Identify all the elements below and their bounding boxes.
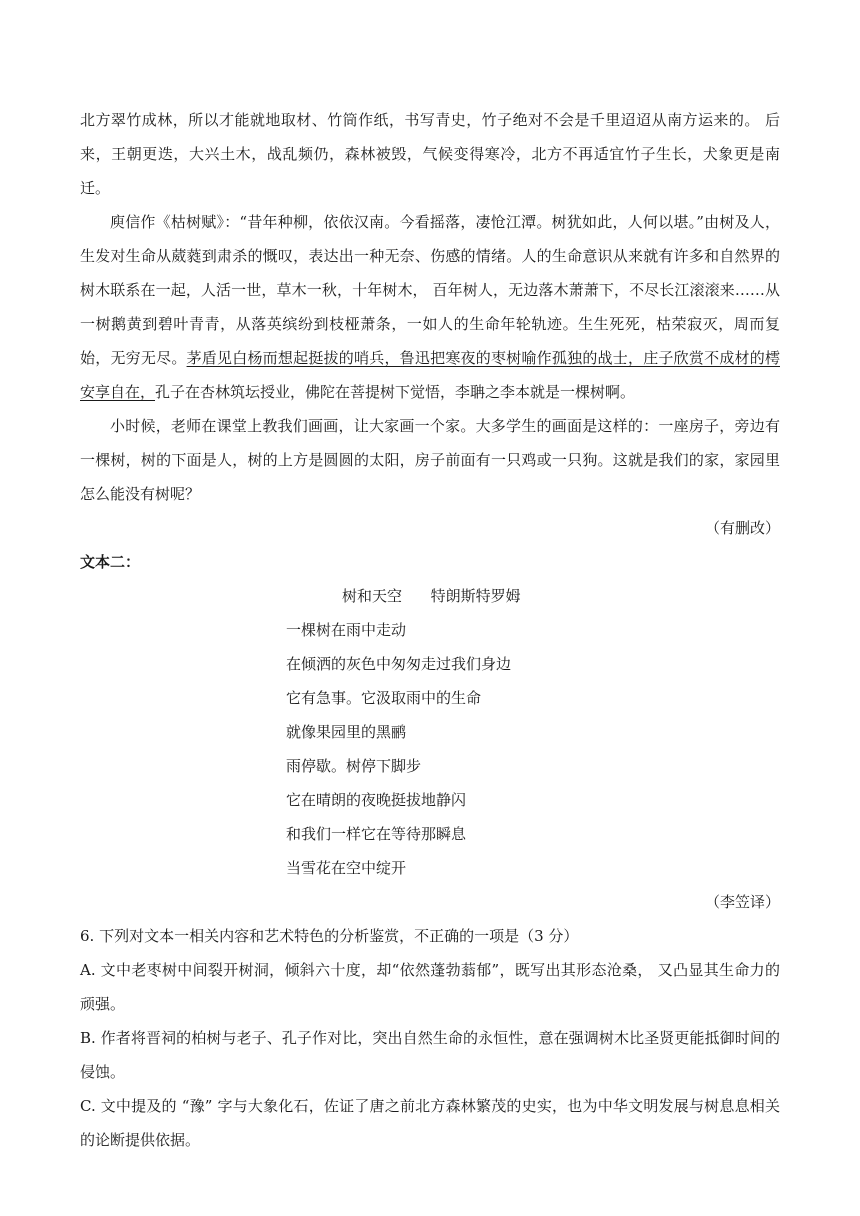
poem-line: 雨停歇。树停下脚步 (286, 757, 422, 775)
option-a: A. 文中老枣树中间裂开树洞，倾斜六十度，却“依然蓬勃蓊郁”，既写出其形态沧桑， 又凸显其生命力的顽强。 (80, 961, 780, 1013)
poem-title: 树和天空 (342, 587, 403, 605)
poem-line: 和我们一样它在等待那瞬息 (286, 825, 467, 843)
document-page (80, 103, 780, 1157)
paragraph-north-bamboo: 北方翠竹成林，所以才能就地取材、竹筒作纸，书写青史，竹子绝对不会是千里迢迢从南方运来的。 后来，王朝更迭，大兴土木，战乱频仍，森林被毁，气候变得寒冷，北方不再适宜竹子生长，犬象更是南迁。 (80, 111, 780, 197)
paragraph-kushu-fu-text: 庾信作《枯树赋》：“昔年种柳，依依汉南。今看摇落，凄怆江潭。树犹如此，人何以堪。”由树及人，生发对生命从葳蕤到肃杀的慨叹，表达出一种无奈、伤感的情绪。人的生命意识从来就有许多和自然界的树木联系在一起，人活一世，草木一秋，十年树木， 百年树人，无边落木萧萧下，不尽长江滚滚来……从一树鹅黄到碧叶青青，从落英缤纷到枝桠萧条，一如人的生命年轮轨迹。生生死死，枯荣寂灭，周而复始，无穷无尽。 (80, 213, 780, 367)
paragraph-kushu-fu-tail: 孔子在杏林筑坛授业，佛陀在菩提树下觉悟，李聃之李本就是一棵树啊。 (155, 383, 636, 401)
translator-note: （李笠译） (704, 893, 780, 911)
poem-line: 一棵树在雨中走动 (286, 621, 407, 639)
poem-line: 当雪花在空中绽开 (286, 859, 407, 877)
poem-line: 就像果园里的黑鹂 (286, 723, 407, 741)
paragraph-childhood-drawing: 小时候，老师在课堂上教我们画画，让大家画一个家。大多学生的画面是这样的：一座房子，旁边有一棵树，树的下面是人，树的上方是圆圆的太阳，房子前面有一只鸡或一只狗。这就是我们的家，家园里怎么能没有树呢？ (80, 417, 780, 503)
paragraph-kushu-fu (80, 205, 780, 409)
poem-line: 它在晴朗的夜晚挺拔地静闪 (286, 791, 467, 809)
option-c: C. 文中提及的 “豫” 字与大象化石，佐证了唐之前北方森林繁茂的史实，也为中华文明发展与树息息相关的论断提供依据。 (80, 1097, 780, 1149)
poem-author: 特朗斯特罗姆 (430, 587, 521, 605)
poem-line: 它有急事。它汲取雨中的生命 (286, 689, 482, 707)
poem-title-line (80, 579, 780, 613)
source-note: （有删改） (704, 519, 780, 537)
text2-heading: 文本二： (80, 553, 141, 571)
underlined-sentence: 茅盾见白杨而想起挺拔的哨兵，鲁迅把寒夜的枣树喻作孤独的战士，庄子欣赏不成材的樗安享自在， (80, 349, 780, 401)
option-b: B. 作者将晋祠的柏树与老子、孔子作对比，突出自然生命的永恒性，意在强调树木比圣贤更能抵御时间的侵蚀。 (80, 1029, 780, 1081)
question-stem: 6. 下列对文本一相关内容和艺术特色的分析鉴赏，不正确的一项是（3 分） (80, 927, 579, 945)
poem-line: 在倾洒的灰色中匆匆走过我们身边 (286, 655, 512, 673)
